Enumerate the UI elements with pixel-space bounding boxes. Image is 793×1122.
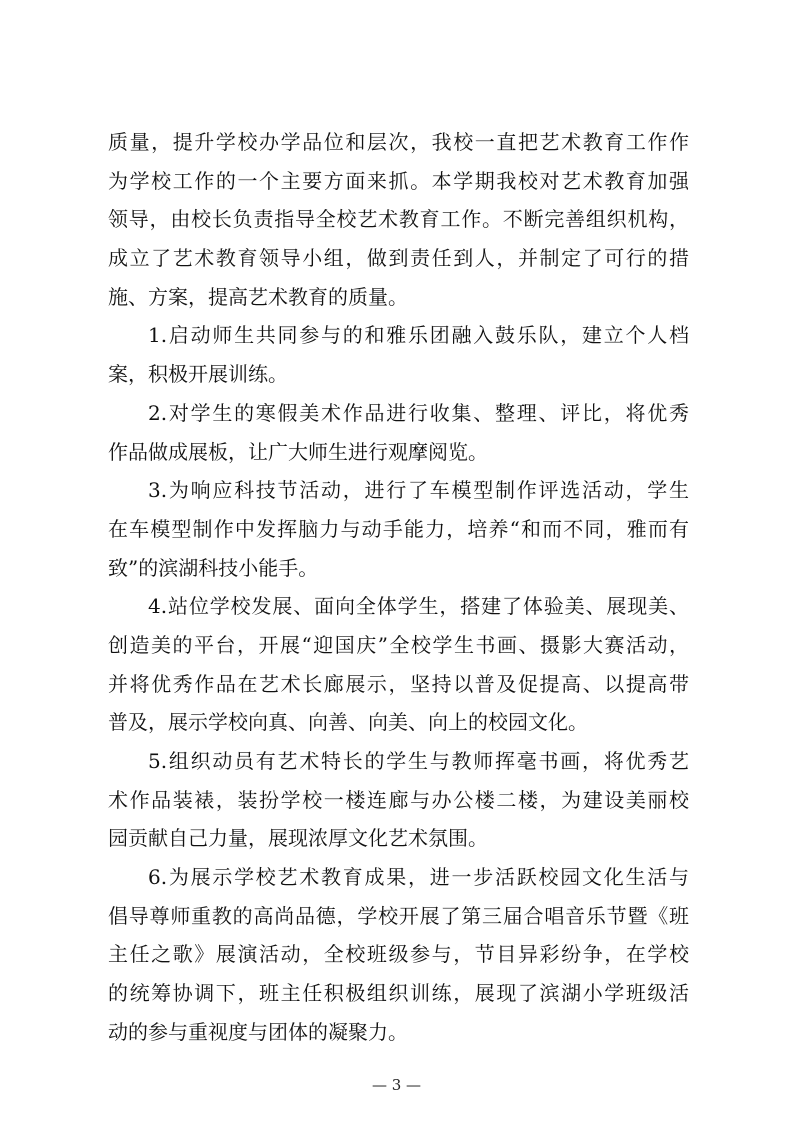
text-line: 3.为响应科技节活动，进行了车模型制作评选活动，学生	[148, 478, 689, 503]
text-line: 普及，展示学校向真、向善、向美、向上的校园文化。	[108, 710, 588, 735]
text-line: 作品做成展板，让广大师生进行观摩阅览。	[108, 439, 488, 464]
paragraph	[108, 742, 689, 858]
text-line: 2.对学生的寒假美术作品进行收集、整理、评比，将优秀	[148, 400, 689, 425]
paragraph	[108, 858, 689, 1051]
text-line: 成立了艺术教育领导小组，做到责任到人，并制定了可行的措	[108, 246, 689, 271]
text-line: 并将优秀作品在艺术长廊展示，坚持以普及促提高、以提高带	[108, 671, 689, 696]
paragraph	[108, 587, 689, 742]
text-line: 1.启动师生共同参与的和雅乐团融入鼓乐队，建立个人档	[148, 323, 689, 348]
text-line: 5.组织动员有艺术特长的学生与教师挥毫书画，将优秀艺	[148, 749, 689, 773]
text-line: 案，积极开展训练。	[108, 362, 288, 387]
paragraph	[108, 471, 689, 587]
text-line: 为学校工作的一个主要方面来抓。本学期我校对艺术教育加强	[108, 168, 689, 193]
page-number: — 3 —	[371, 1076, 422, 1094]
text-line: 创造美的平台，开展“迎国庆”全校学生书画、摄影大赛活动，	[108, 632, 689, 657]
text-line: 4.站位学校发展、面向全体学生，搭建了体验美、展现美、	[148, 594, 689, 619]
text-line: 在车模型制作中发挥脑力与动手能力，培养“和而不同，雅而有	[108, 516, 689, 541]
paragraph	[108, 316, 689, 393]
text-line: 的统筹协调下，班主任积极组织训练，展现了滨湖小学班级活	[108, 981, 689, 1006]
text-line: 动的参与重视度与团体的凝聚力。	[108, 1019, 408, 1044]
text-line: 施、方案，提高艺术教育的质量。	[108, 284, 408, 309]
document-body	[108, 123, 689, 1052]
paragraph	[108, 123, 689, 316]
text-line: 主任之歌》展演活动，全校班级参与，节目异彩纷争，在学校	[108, 942, 689, 967]
text-line: 质量，提升学校办学品位和层次，我校一直把艺术教育工作作	[108, 130, 689, 154]
paragraph	[108, 394, 689, 471]
text-line: 领导，由校长负责指导全校艺术教育工作。不断完善组织机构，	[108, 207, 689, 232]
text-line: 术作品装裱，装扮学校一楼连廊与办公楼二楼，为建设美丽校	[108, 787, 689, 812]
text-line: 倡导尊师重教的高尚品德，学校开展了第三届合唱音乐节暨《班	[108, 903, 689, 928]
text-line: 园贡献自己力量，展现浓厚文化艺术氛围。	[108, 826, 488, 851]
text-line: 6.为展示学校艺术教育成果，进一步活跃校园文化生活与	[148, 865, 689, 890]
text-line: 致”的滨湖科技小能手。	[108, 555, 319, 580]
